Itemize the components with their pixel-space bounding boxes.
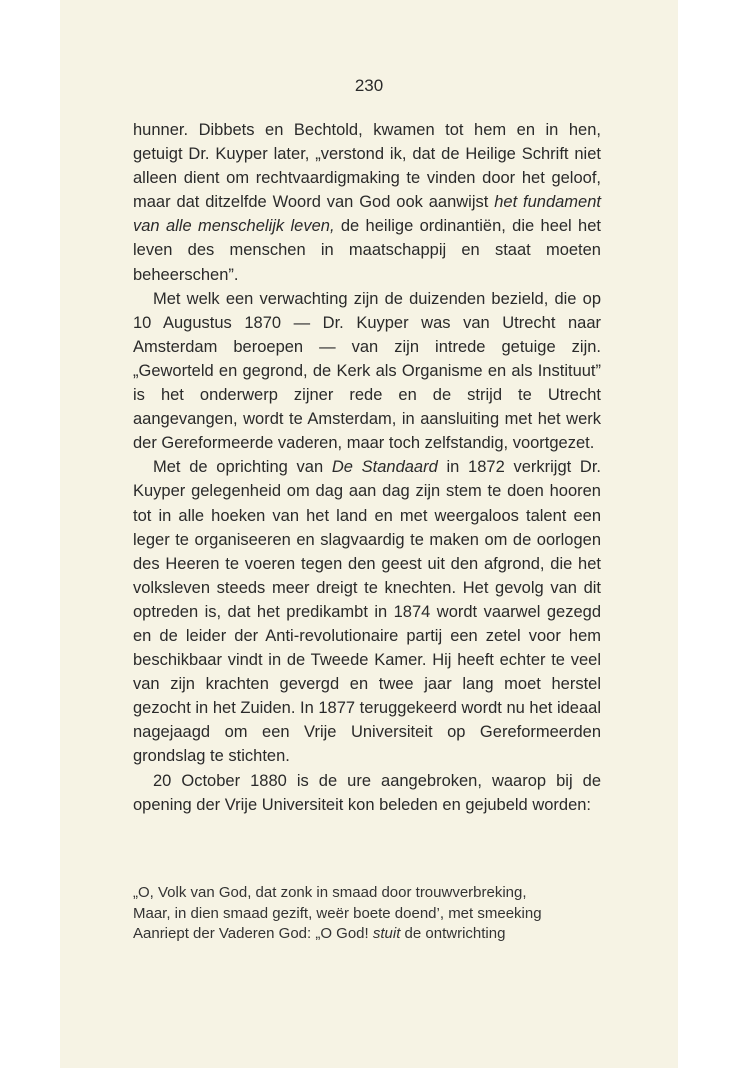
verse-line-3-start: Aanriept der Vaderen God: „O God!	[133, 925, 373, 942]
verse-quote	[133, 883, 603, 945]
verse-line-3	[133, 924, 603, 945]
paragraph-1-text-b: de heilige ordinantiën, die heel het leven des menschen in maatschappij en staat moeten beheerschen”.	[133, 217, 601, 284]
paragraph-1	[133, 118, 601, 287]
verse-line-3-italic: stuit	[372, 925, 401, 942]
paragraph-3-text-b: in 1872 verkrijgt Dr. Kuyper gelegenheid om dag aan dag zijn stem te doen hooren tot in alle hoeken van het land en met weergaloos talent een leger te organiseeren en slagvaardig te maken om de oorlogen des Heeren te voeren tegen den geest uit den afgrond, die het volksleven steeds meer dreigt te knechten. Het gevolg van dit optreden is, dat het predikambt in 1874 wordt vaarwel gezegd en de leider der Anti-revolutionaire partij een zetel voor hem beschikbaar vindt in de Tweede Kamer. Hij heeft echter te veel van zijn krachten gevergd en twee jaar lang moet herstel gezocht in het Zuiden. In 1877 teruggekeerd wordt nu het ideaal nagejaagd om een Vrije Universiteit op Gereformeerden grondslag te stichten.	[133, 458, 601, 766]
paragraph-1-text-a: hunner. Dibbets en Bechtold, kwamen tot hem en in hen, getuigt Dr. Kuyper later, „verstond ik, dat de Heilige Schrift niet alleen dient om rechtvaardigmaking te vinden door het geloof, maar dat ditzelfde Woord van God ook aanwijst	[133, 121, 601, 212]
paragraph-3	[133, 455, 601, 768]
book-page	[60, 0, 678, 1068]
verse-line-3-end: de ontwrichting	[400, 925, 506, 942]
verse-line-2: Maar, in dien smaad gezift, weër boete doend’, met smeeking	[133, 904, 542, 922]
verse-line-1: „O, Volk van God, dat zonk in smaad door trouwverbreking,	[133, 884, 527, 901]
paragraph-1-italic-phrase: het fundament van alle menschelijk leven,	[133, 193, 601, 236]
paragraph-3-text-a: Met de oprichting van	[153, 458, 332, 477]
body-text	[133, 118, 601, 817]
paragraph-2-text: Met welk een verwachting zijn de duizenden bezield, die op 10 Augustus 1870 — Dr. Kuyper was van Utrecht naar Amsterdam beroepen — van zijn intrede getuige zijn. „Geworteld en gegrond, de Kerk als Organisme en als Instituut” is het onderwerp zijner rede en de strijd te Utrecht aangevangen, wordt te Amsterdam, in aansluiting met het werk der Gereformeerde vaderen, maar toch zelfstandig, voortgezet.	[133, 289, 601, 453]
paragraph-2	[133, 287, 601, 456]
paragraph-4	[133, 769, 601, 817]
paragraph-3-newspaper-title: De Standaard	[331, 458, 438, 477]
page-number: 230	[354, 76, 384, 95]
paragraph-4-text: 20 October 1880 is de ure aangebroken, waarop bij de opening der Vrije Universiteit kon beleden en gejubeld worden:	[133, 771, 601, 814]
